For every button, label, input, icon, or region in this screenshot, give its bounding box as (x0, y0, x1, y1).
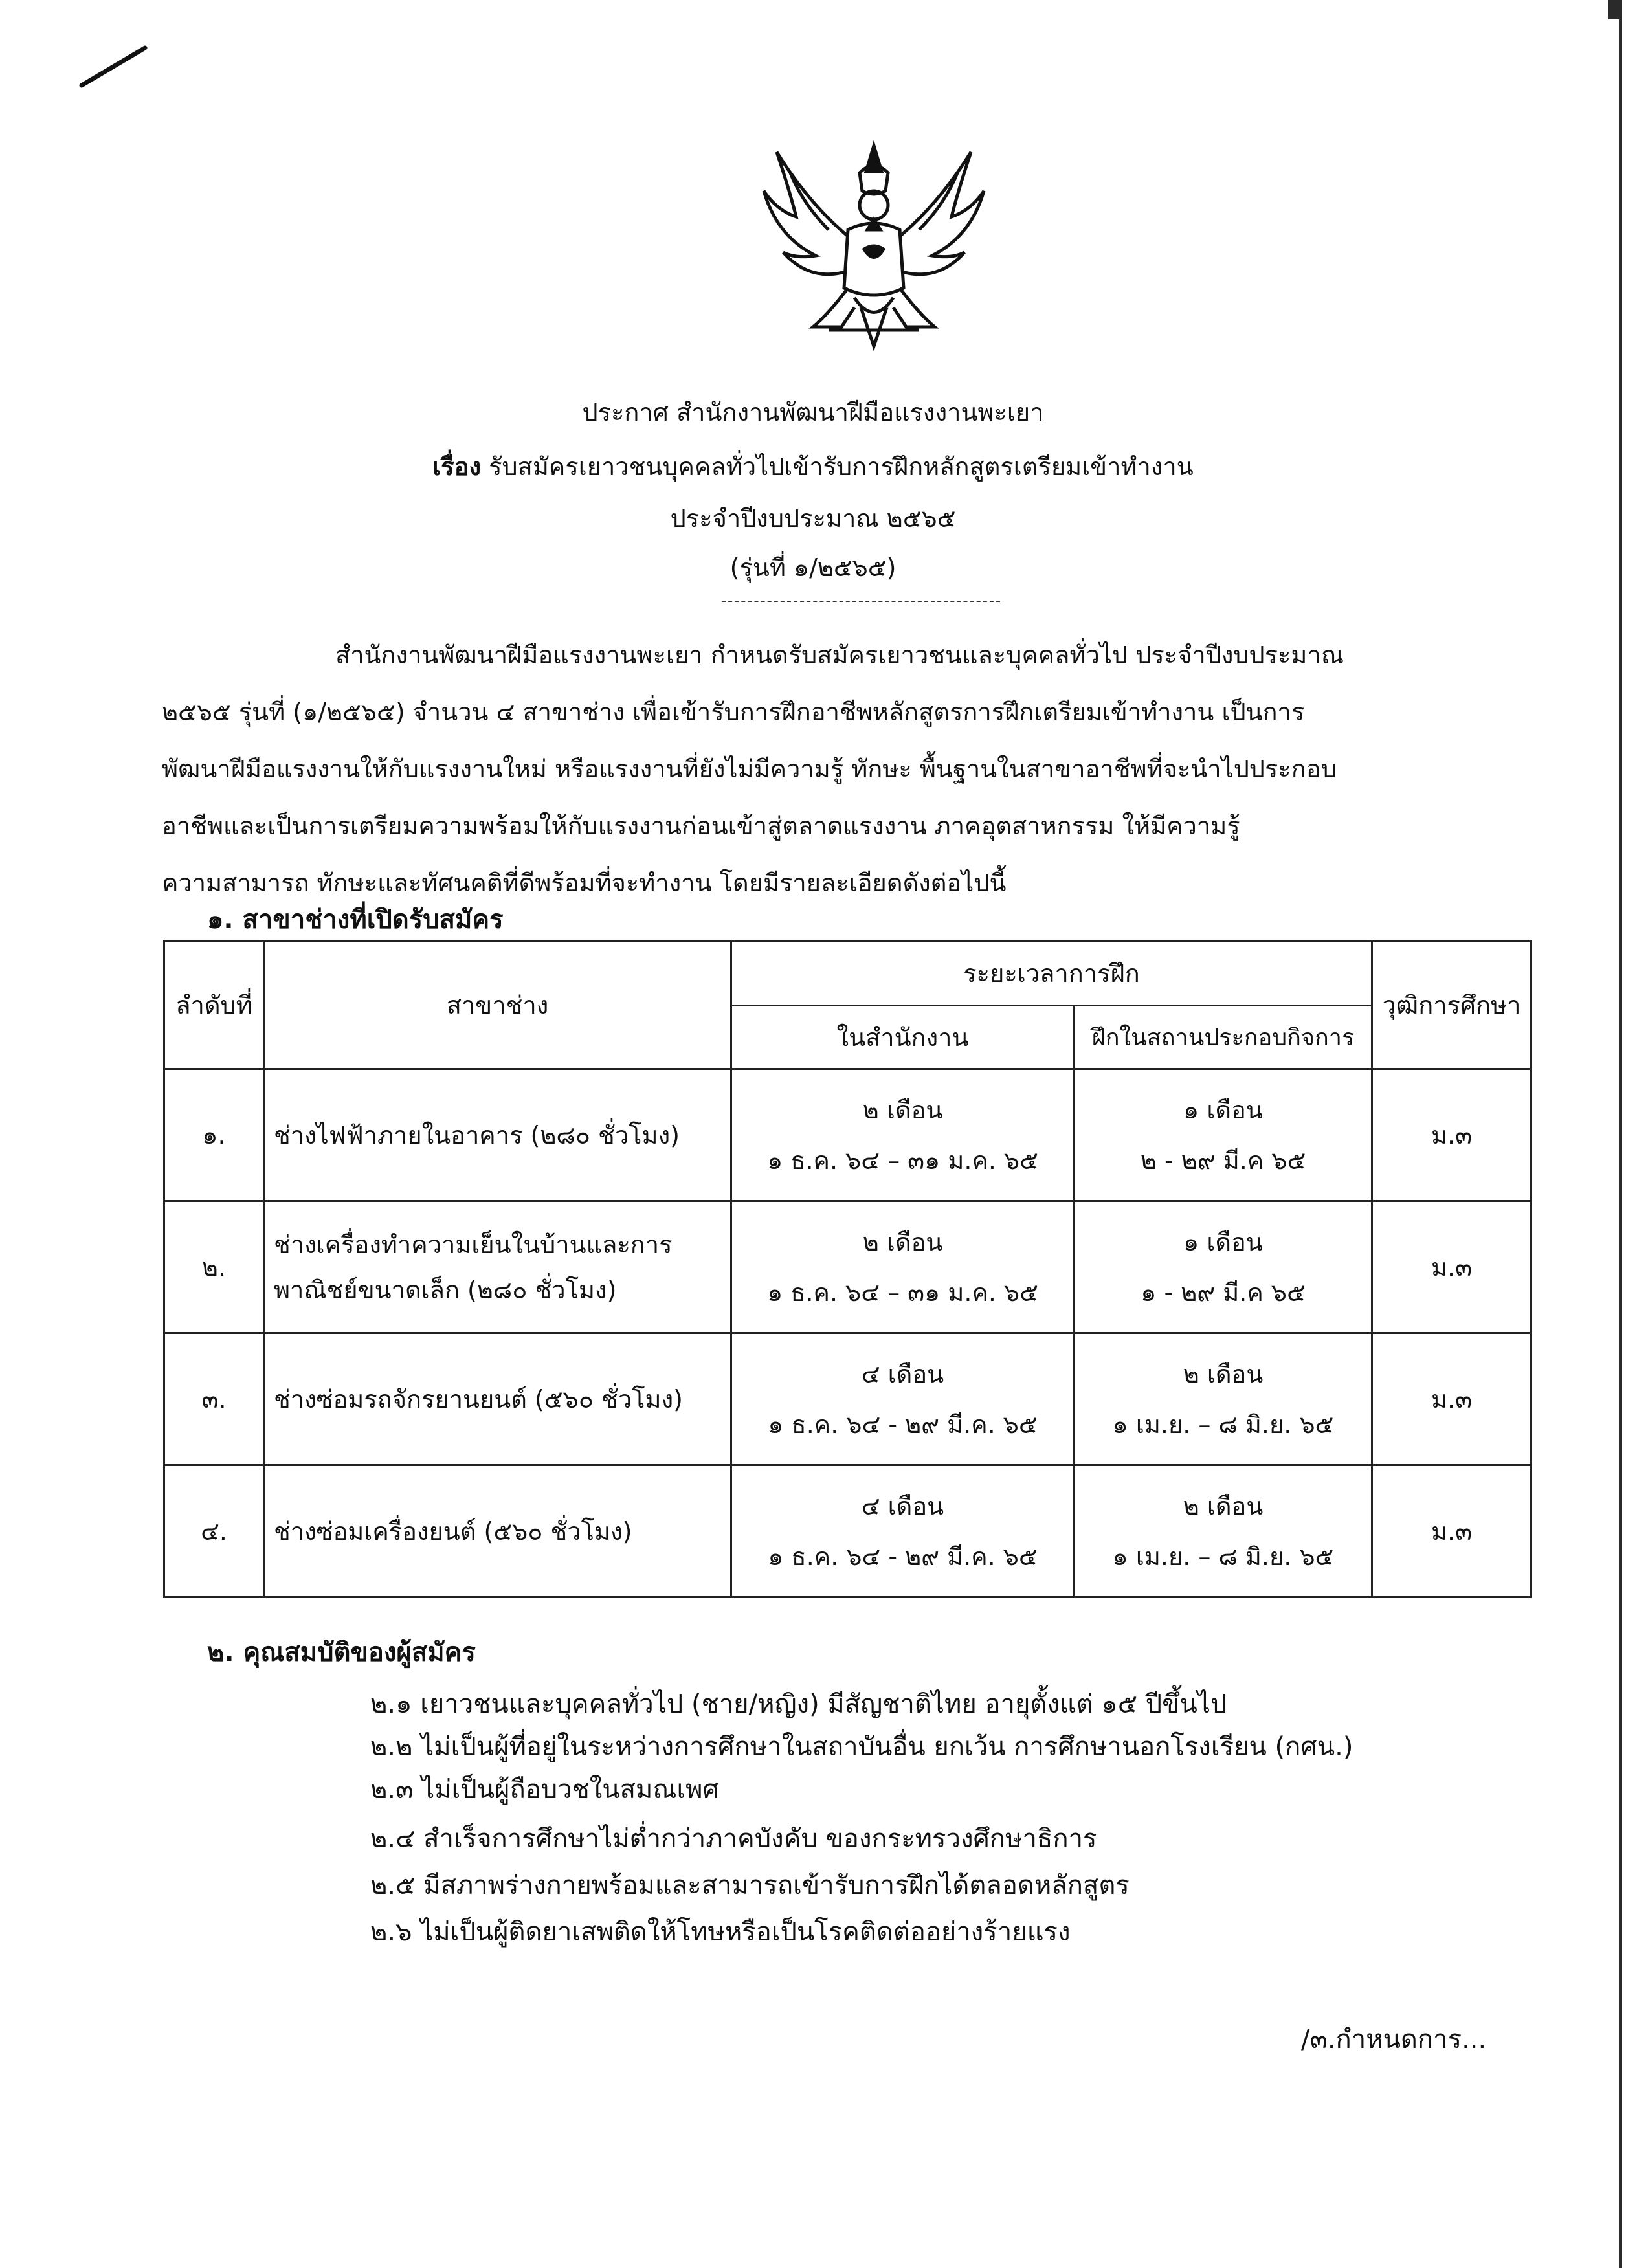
office-dates: ๑ ธ.ค. ๖๔ - ๒๙ มี.ค. ๖๕ (768, 1542, 1038, 1571)
row-branch (264, 1069, 731, 1201)
row-no: ๒. (164, 1201, 264, 1333)
fiscal-year-line: ประจำปีงบประมาณ ๒๕๖๕ (670, 504, 956, 533)
qualification-item: ๒.๖ ไม่เป็นผู้ติดยาเสพติดให้โทษหรือเป็นโรคติดต่ออย่างร้ายแรง (370, 1917, 1071, 1947)
row-education: ม.๓ (1372, 1201, 1531, 1333)
row-branch (264, 1465, 731, 1597)
row-office (731, 1465, 1075, 1597)
intro-line: ความสามารถ ทักษะและทัศนคติที่ดีพร้อมที่จะทำงาน โดยมีรายละเอียดดังต่อไปนี้ (162, 869, 1007, 897)
header-branch: สาขาช่าง (264, 941, 731, 1069)
batch-line: (รุ่นที่ ๑/๒๕๖๕) (729, 553, 897, 582)
row-office (731, 1069, 1075, 1201)
field-dates: ๑ เม.ย. – ๘ มิ.ย. ๖๕ (1112, 1410, 1334, 1439)
intro-paragraph (162, 627, 1502, 911)
row-office (731, 1333, 1075, 1465)
pen-stroke-icon (78, 39, 149, 97)
office-months: ๔ เดือน (861, 1491, 944, 1520)
row-branch (264, 1333, 731, 1465)
intro-line: ๒๕๖๕ รุ่นที่ (๑/๒๕๖๕) จำนวน ๔ สาขาช่าง เพื่อเข้ารับการฝึกอาชีพหลักสูตรการฝึกเตรียมเข้าทำงาน เป็นการ (162, 698, 1305, 726)
row-field (1075, 1069, 1372, 1201)
header-education: วุฒิการศึกษา (1372, 941, 1531, 1069)
section2-title: ๒. คุณสมบัติของผู้สมัคร (207, 1638, 476, 1667)
subject-text: รับสมัครเยาวชนบุคคลทั่วไปเข้ารับการฝึกหลักสูตรเตรียมเข้าทำงาน (489, 452, 1194, 481)
office-months: ๒ เดือน (862, 1095, 943, 1124)
row-education: ม.๓ (1372, 1333, 1531, 1465)
office-dates: ๑ ธ.ค. ๖๔ – ๓๑ ม.ค. ๖๕ (767, 1146, 1038, 1175)
table-header-row (164, 941, 1531, 1006)
qualification-item: ๒.๓ ไม่เป็นผู้ถือบวชในสมณเพศ (370, 1775, 719, 1805)
field-months: ๒ เดือน (1183, 1359, 1264, 1388)
branch-line: ช่างซ่อมรถจักรยานยนต์ (๕๖๐ ชั่วโมง) (274, 1384, 683, 1414)
qualification-item: ๒.๑ เยาวชนและบุคคลทั่วไป (ชาย/หญิง) มีสัญชาติไทย อายุตั้งแต่ ๑๕ ปีขึ้นไป (370, 1689, 1227, 1719)
scan-edge-line (1619, 0, 1622, 2268)
section1-title: ๑. สาขาช่างที่เปิดรับสมัคร (207, 905, 504, 935)
row-no: ๑. (164, 1069, 264, 1201)
subject-line (0, 447, 1626, 486)
branch-line: พาณิชย์ขนาดเล็ก (๒๘๐ ชั่วโมง) (274, 1275, 617, 1304)
table-row (164, 1333, 1531, 1465)
field-dates: ๑ - ๒๙ มี.ค ๖๕ (1141, 1278, 1306, 1307)
table-row (164, 1465, 1531, 1597)
office-months: ๒ เดือน (862, 1227, 943, 1256)
qualification-item: ๒.๔ สำเร็จการศึกษาไม่ต่ำกว่าภาคบังคับ ของกระทรวงศึกษาธิการ (370, 1824, 1097, 1854)
header-separator (722, 601, 1000, 602)
header-field: ฝึกในสถานประกอบกิจการ (1075, 1006, 1372, 1069)
office-dates: ๑ ธ.ค. ๖๔ – ๓๑ ม.ค. ๖๕ (767, 1278, 1038, 1307)
garuda-emblem-icon (751, 133, 997, 366)
agency-line: ประกาศ สำนักงานพัฒนาฝีมือแรงงานพะเยา (582, 398, 1044, 427)
header-no: ลำดับที่ (164, 941, 264, 1069)
field-months: ๒ เดือน (1183, 1491, 1264, 1520)
row-no: ๓. (164, 1333, 264, 1465)
row-no: ๔. (164, 1465, 264, 1597)
branch-line: ช่างไฟฟ้าภายในอาคาร (๒๘๐ ชั่วโมง) (274, 1120, 680, 1150)
intro-line: สำนักงานพัฒนาฝีมือแรงงานพะเยา กำหนดรับสมัครเยาวชนและบุคคลทั่วไป ประจำปีงบประมาณ (335, 641, 1344, 669)
row-office (731, 1201, 1075, 1333)
intro-line: อาชีพและเป็นการเตรียมความพร้อมให้กับแรงงานก่อนเข้าสู่ตลาดแรงงาน ภาคอุตสาหกรรม ให้มีความรู้ (162, 812, 1240, 840)
field-dates: ๑ เม.ย. – ๘ มิ.ย. ๖๕ (1112, 1542, 1334, 1571)
scan-edge-mark (1608, 0, 1622, 19)
row-branch (264, 1201, 731, 1333)
continuation-note: /๓.กำหนดการ... (1301, 2025, 1487, 2054)
row-field (1075, 1465, 1372, 1597)
qualification-item: ๒.๕ มีสภาพร่างกายพร้อมและสามารถเข้ารับการฝึกได้ตลอดหลักสูตร (370, 1871, 1130, 1900)
branch-line: ช่างเครื่องทำความเย็นในบ้านและการ (274, 1230, 673, 1259)
office-months: ๔ เดือน (861, 1359, 944, 1388)
row-field (1075, 1333, 1372, 1465)
header-duration: ระยะเวลาการฝึก (731, 941, 1372, 1006)
intro-line: พัฒนาฝีมือแรงงานให้กับแรงงานใหม่ หรือแรงงานที่ยังไม่มีความรู้ ทักษะ พื้นฐานในสาขาอาชีพที่จะนำไปประกอบ (162, 755, 1337, 783)
qualification-item: ๒.๒ ไม่เป็นผู้ที่อยู่ในระหว่างการศึกษาในสถาบันอื่น ยกเว้น การศึกษานอกโรงเรียน (กศน.) (370, 1732, 1353, 1762)
row-education: ม.๓ (1372, 1465, 1531, 1597)
field-dates: ๒ - ๒๙ มี.ค ๖๕ (1140, 1146, 1306, 1175)
header-office: ในสำนักงาน (731, 1006, 1075, 1069)
field-months: ๑ เดือน (1183, 1227, 1263, 1256)
office-dates: ๑ ธ.ค. ๖๔ - ๒๙ มี.ค. ๖๕ (768, 1410, 1038, 1439)
field-months: ๑ เดือน (1183, 1095, 1263, 1124)
subject-label: เรื่อง (432, 452, 482, 481)
row-field (1075, 1201, 1372, 1333)
courses-table (163, 940, 1532, 1598)
table-row (164, 1069, 1531, 1201)
row-education: ม.๓ (1372, 1069, 1531, 1201)
table-row (164, 1201, 1531, 1333)
branch-line: ช่างซ่อมเครื่องยนต์ (๕๖๐ ชั่วโมง) (274, 1517, 632, 1546)
